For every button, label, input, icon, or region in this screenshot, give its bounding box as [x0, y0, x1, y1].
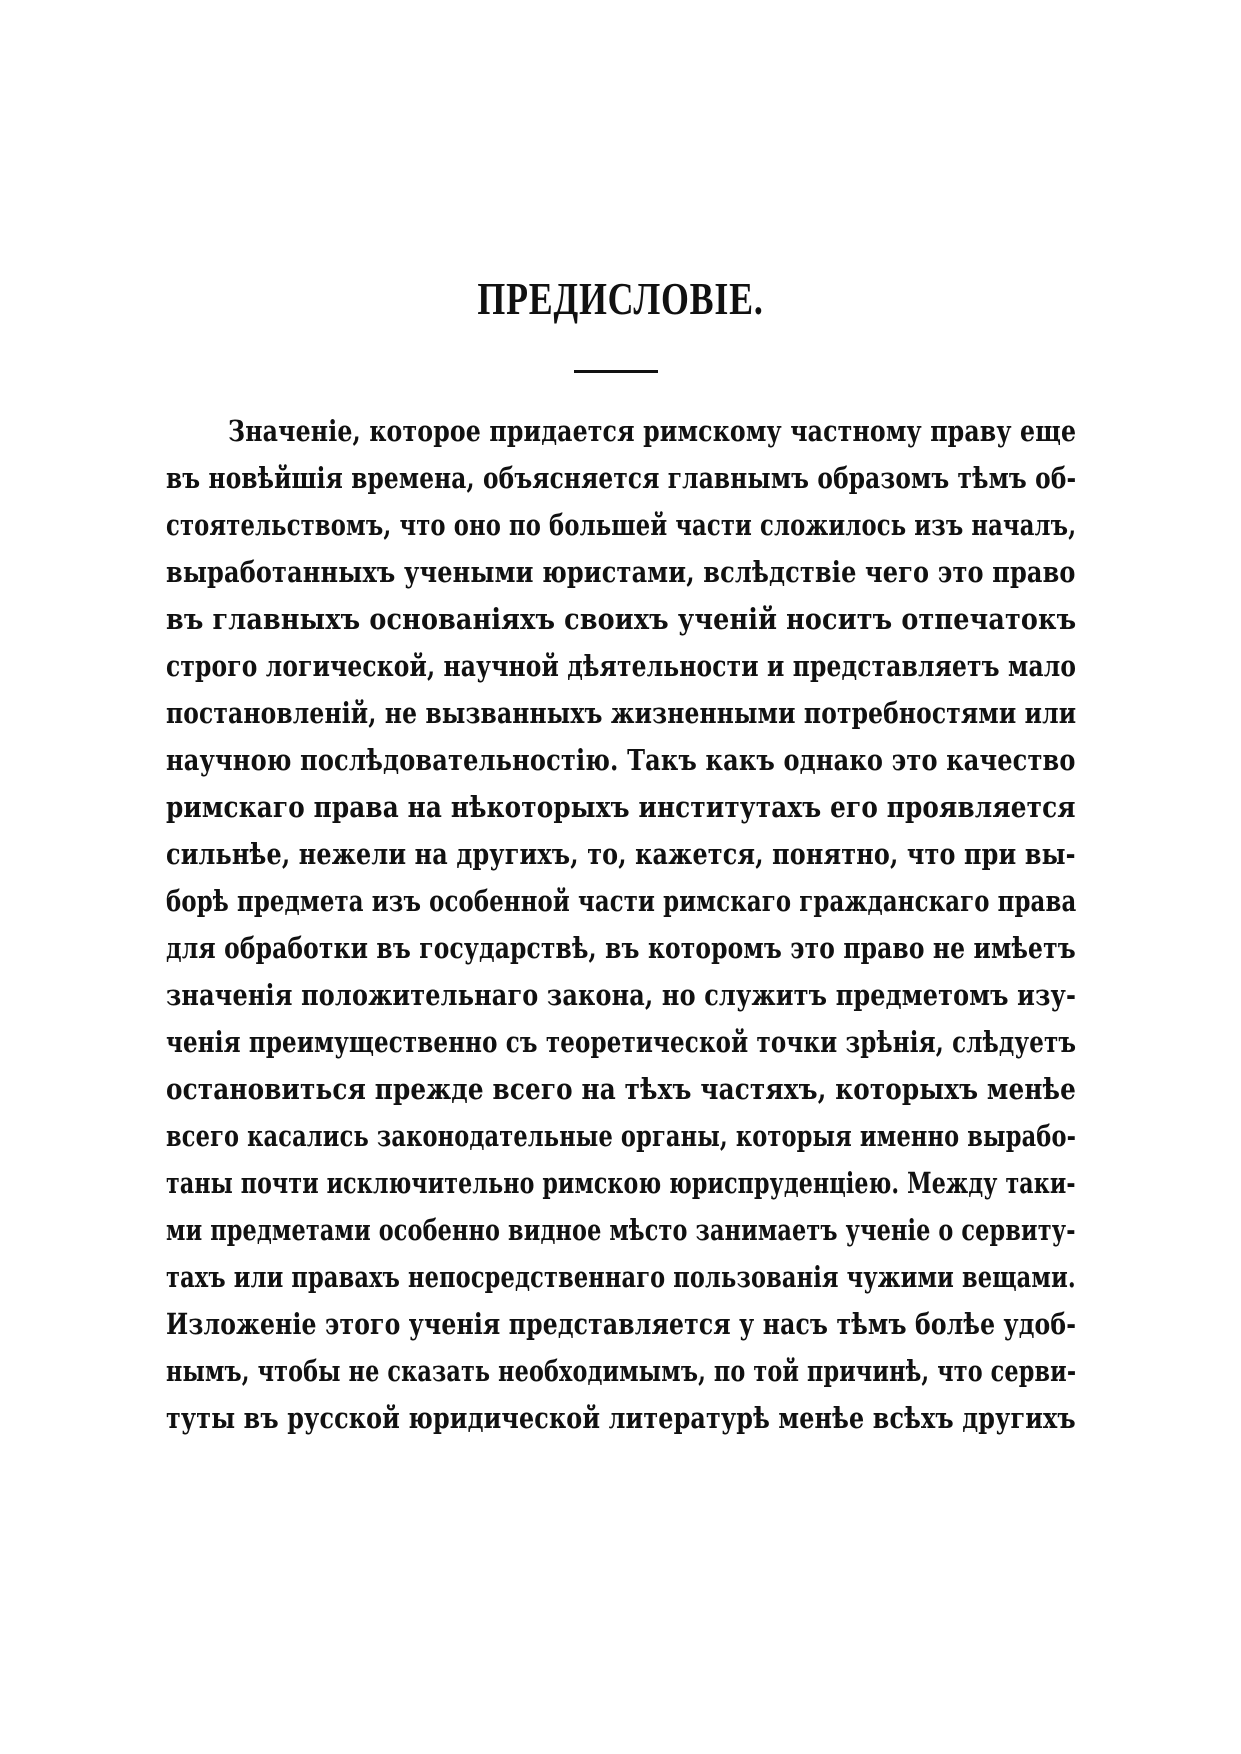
text-line: Значеніе, которое придается римскому частному праву еще — [228, 414, 1077, 448]
text-line: значенія положительнаго закона, но служитъ предметомъ изу- — [166, 978, 1077, 1012]
preface-paragraph — [166, 408, 1076, 1442]
text-line: въ новѣйшія времена, объясняется главнымъ образомъ тѣмъ об- — [166, 461, 1077, 495]
text-line: борѣ предмета изъ особенной части римскаго гражданскаго права — [166, 884, 1077, 918]
text-line: для обработки въ государствѣ, въ которомъ это право не имѣетъ — [166, 931, 1076, 965]
page-title: ПРЕДИСЛОВІЕ. — [477, 273, 764, 324]
text-line: римскаго права на нѣкоторыхъ институтахъ его проявляется — [166, 790, 1076, 824]
text-line: строго логической, научной дѣятельности и представляетъ мало — [166, 649, 1077, 683]
text-line: туты въ русской юридической литературѣ менѣе всѣхъ другихъ — [166, 1401, 1076, 1435]
text-line: остановиться прежде всего на тѣхъ частяхъ, которыхъ менѣе — [166, 1072, 1076, 1106]
text-line: всего касались законодательные органы, которыя именно вырабо- — [166, 1119, 1077, 1153]
text-line: нымъ, чтобы не сказать необходимымъ, по той причинѣ, что серви- — [166, 1354, 1077, 1388]
title-divider — [574, 370, 658, 373]
text-line: научною послѣдовательностію. Такъ какъ однако это качество — [166, 743, 1076, 777]
text-line: ченія преимущественно съ теоретической точки зрѣнія, слѣдуетъ — [166, 1025, 1077, 1059]
text-line: выработанныхъ учеными юристами, вслѣдствіе чего это право — [166, 555, 1076, 589]
text-line: въ главныхъ основаніяхъ своихъ ученій носитъ отпечатокъ — [166, 602, 1077, 636]
text-line: Изложеніе этого ученія представляется у насъ тѣмъ болѣе удоб- — [166, 1307, 1077, 1341]
text-line: постановленій, не вызванныхъ жизненными потребностями или — [166, 696, 1077, 730]
text-line: стоятельствомъ, что оно по большей части сложилось изъ началъ, — [166, 508, 1077, 542]
text-line: таны почти исключительно римскою юриспруденціею. Между таки- — [166, 1166, 1076, 1200]
text-line: тахъ или правахъ непосредственнаго пользованія чужими вещами. — [166, 1260, 1076, 1294]
text-line: ми предметами особенно видное мѣсто занимаетъ ученіе о сервиту- — [166, 1213, 1076, 1247]
text-line: сильнѣе, нежели на другихъ, то, кажется, понятно, что при вы- — [166, 837, 1076, 871]
